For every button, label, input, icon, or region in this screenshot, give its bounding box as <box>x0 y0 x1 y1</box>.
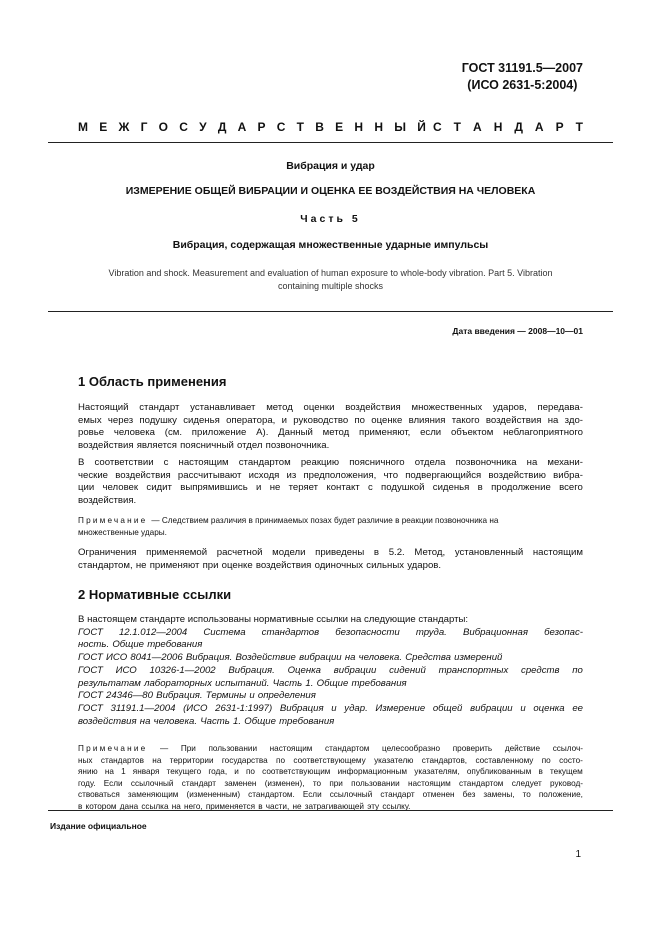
note-line <box>78 515 583 527</box>
section-heading-scope: 1 Область применения <box>78 374 227 389</box>
paragraph-line: стандартом, не применяют при оценке воздействия одиночных сильных ударов. <box>78 559 442 571</box>
part-title: Вибрация, содержащая множественные ударные импульсы <box>172 239 489 251</box>
standard-banner <box>78 120 583 134</box>
note-line <box>78 527 583 539</box>
note-line: янию на 1 января текущего года, и по соответствующим информационным указателям, опубликованным в текущем <box>78 767 583 776</box>
references-intro-text: В настоящем стандарте использованы нормативные ссылки на следующие стандарты: <box>78 614 469 625</box>
scope-paragraph-1 <box>78 402 583 453</box>
banner-left: М Е Ж Г О С У Д А Р С Т В Е Н Н Ы Й <box>78 120 426 134</box>
paragraph-line: ции человек сидит выпрямившись и не теряет контакт с подушкой сиденья в продолжение всего <box>78 482 583 494</box>
standard-designation <box>462 60 583 94</box>
note-text: множественные удары. <box>78 527 167 537</box>
references-intro <box>78 614 583 627</box>
english-title <box>60 267 601 293</box>
reference-line: ность. Общие требования <box>78 639 203 651</box>
document-subject: Вибрация и удар <box>286 160 375 172</box>
title-rule <box>48 311 613 312</box>
edition-label <box>48 810 613 831</box>
scope-paragraph-3 <box>78 547 583 572</box>
paragraph-line: Ограничения применяемой расчетной модели приведены в 5.2. Метод, установленный настоящим <box>78 547 583 558</box>
section-heading-references: 2 Нормативные ссылки <box>78 587 232 602</box>
designation-gost: ГОСТ 31191.5—2007 <box>461 61 583 75</box>
note-line: году. Если ссылочный стандарт заменен (изменен), то при пользовании настоящим стандартом следует руковод- <box>78 778 583 788</box>
note-line: ствоваться заменяющим (измененным) стандартом. Если ссылочный стандарт отменен без замены, то положение, <box>78 790 583 799</box>
introduction-date: Дата введения — 2008—10—01 <box>452 326 583 336</box>
english-title-line: containing multiple shocks <box>277 281 384 291</box>
note-label: Примечание <box>78 744 148 753</box>
paragraph-line: В соответствии с настоящим стандартом реакцию поясничного отдела позвоночника на механи- <box>78 457 583 468</box>
reference-line: ГОСТ 31191.1—2004 (ИСО 2631-1:1997) Вибрация и удар. Измерение общей вибрации и оценка ее <box>78 702 583 714</box>
paragraph-line: Настоящий стандарт устанавливает метод оценки воздействия множественных ударов, передава- <box>78 402 583 413</box>
english-title-line: Vibration and shock. Measurement and evaluation of human exposure to whole-body vibration. Part 5. Vibration <box>108 268 553 278</box>
banner-right: С Т А Н Д А Р Т <box>433 120 583 134</box>
note-line: в котором дана ссылка на него, применяется в части, не затрагивающей эту ссылку. <box>78 801 411 811</box>
reference-line: воздействия на человека. Часть 1. Общие требования <box>78 715 335 727</box>
note-text: — Следствием различия в принимаемых позах будет различие в реакции позвоночника на <box>151 516 499 525</box>
part-label: Часть 5 <box>300 213 361 225</box>
paragraph-line: емых через подушку сиденья оператора, и руководство по оценке влияния такого воздействия на здо- <box>78 414 583 426</box>
paragraph-line: ровье человека (см. приложение А). Данный метод применяют, если объектом неблагоприятного <box>78 427 583 439</box>
page-number: 1 <box>575 849 581 860</box>
paragraph-line: воздействия. <box>78 495 137 507</box>
reference-line: ГОСТ 24346—80 Вибрация. Термины и определения <box>78 690 316 702</box>
references-note <box>78 743 583 812</box>
scope-note <box>78 515 583 538</box>
edition-text: Издание официальное <box>50 821 147 831</box>
paragraph-line: воздействия является поясничный отдел позвоночника. <box>78 440 330 452</box>
reference-line: результатам лабораторных испытаний. Часть 1. Общие требования <box>78 677 407 689</box>
reference-line: ГОСТ ИСО 10326-1—2002 Вибрация. Оценка вибрации сидений транспортных средств по <box>78 664 583 676</box>
paragraph-line: ческие воздействия рассчитывают исходя из предположения, что подвергающийся воздействию вибра- <box>78 469 583 481</box>
document-title: ИЗМЕРЕНИЕ ОБЩЕЙ ВИБРАЦИИ И ОЦЕНКА ЕЕ ВОЗДЕЙСТВИЯ НА ЧЕЛОВЕКА <box>125 185 536 197</box>
references-list <box>78 627 583 729</box>
note-label: Примечание <box>78 516 148 525</box>
reference-line: ГОСТ ИСО 8041—2006 Вибрация. Воздействие вибрации на человека. Средства измерений <box>78 652 503 664</box>
scope-paragraph-2 <box>78 457 583 508</box>
references-block <box>78 614 583 728</box>
designation-iso: (ИСО 2631-5:2004) <box>467 78 578 92</box>
note-line: Примечание — При пользовании настоящим стандартом целесообразно проверить действие ссылоч- <box>78 744 583 753</box>
top-rule <box>48 142 613 143</box>
reference-line: ГОСТ 12.1.012—2004 Система стандартов безопасности труда. Вибрационная безопас- <box>78 626 583 638</box>
note-line: ных стандартов на территории государства по соответствующему указателю стандартов, составленному по состо- <box>78 755 583 765</box>
